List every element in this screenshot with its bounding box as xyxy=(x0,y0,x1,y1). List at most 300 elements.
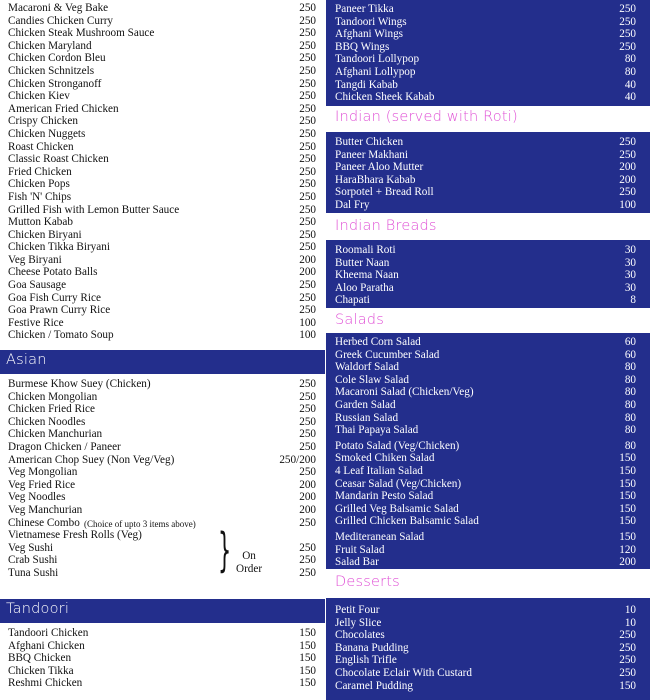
menu-item-name: Chapati xyxy=(335,294,370,307)
menu-item-name: Smoked Chiken Salad xyxy=(335,452,435,465)
menu-item-name: Goa Sausage xyxy=(8,279,67,292)
menu-item-price: 250 xyxy=(299,241,316,254)
asian-list xyxy=(0,378,326,598)
menu-item-price: 30 xyxy=(624,244,636,256)
menu-item-name: Macaroni & Veg Bake xyxy=(8,2,109,14)
menu-item-price: 250/200 xyxy=(279,453,316,466)
menu-item xyxy=(0,317,326,330)
menu-item-name: Veg Manchurian xyxy=(8,503,83,516)
menu-item xyxy=(326,642,650,655)
menu-item-name: Jelly Slice xyxy=(335,616,382,629)
menu-item-price: 60 xyxy=(624,348,636,361)
menu-item xyxy=(326,424,650,437)
menu-item xyxy=(0,2,326,15)
right-column xyxy=(326,0,650,700)
on-order-line1: On xyxy=(242,550,256,562)
menu-item-price: 250 xyxy=(299,77,316,90)
menu-item-price: 250 xyxy=(299,127,316,140)
menu-item-name: 4 Leaf Italian Salad xyxy=(335,464,423,477)
menu-item-price: 250 xyxy=(299,390,316,403)
menu-item-price: 250 xyxy=(299,102,316,115)
menu-item xyxy=(0,292,326,305)
menu-item-price: 200 xyxy=(619,161,636,174)
menu-item xyxy=(326,149,650,162)
menu-item-price: 250 xyxy=(299,228,316,241)
menu-item-note: (Choice of upto 3 items above) xyxy=(84,518,196,529)
menu-item-name: American Fried Chicken xyxy=(8,102,119,115)
menu-item-price: 250 xyxy=(619,666,636,679)
menu-item xyxy=(0,153,326,166)
menu-item-name: Waldorf Salad xyxy=(335,361,400,374)
menu-item-price: 30 xyxy=(624,256,636,269)
menu-item-name: Paneer Tikka xyxy=(335,3,394,15)
menu-item-name: Aloo Paratha xyxy=(335,281,394,294)
menu-item xyxy=(326,654,650,667)
menu-item-price: 150 xyxy=(619,477,636,490)
menu-item-price: 250 xyxy=(299,190,316,203)
menu-item-price: 150 xyxy=(619,515,636,528)
menu-item-price: 250 xyxy=(299,566,316,579)
menu-item-price: 100 xyxy=(619,198,636,211)
menu-item xyxy=(326,91,650,104)
menu-item-price: 60 xyxy=(624,336,636,348)
menu-item-name: American Chop Suey (Non Veg/Veg) xyxy=(8,453,175,466)
salads-header xyxy=(326,310,650,334)
menu-item-name: Veg Biryani xyxy=(8,253,62,266)
menu-item xyxy=(0,454,326,467)
menu-item-price: 200 xyxy=(619,556,636,569)
menu-item-price: 250 xyxy=(619,3,636,15)
menu-item-price: 250 xyxy=(299,415,316,428)
menu-item-price: 120 xyxy=(619,543,636,556)
menu-item-name: Macaroni Salad (Chicken/Veg) xyxy=(335,386,474,399)
on-order-note xyxy=(236,550,262,576)
menu-item-name: Mutton Kabab xyxy=(8,216,73,229)
menu-item xyxy=(0,652,326,665)
menu-item xyxy=(326,465,650,478)
menu-item xyxy=(326,399,650,412)
menu-item-price: 250 xyxy=(299,2,316,14)
menu-item-name: Veg Mongolian xyxy=(8,466,78,479)
menu-item-name: Tuna Sushi xyxy=(8,566,59,579)
menu-item-price: 250 xyxy=(619,15,636,28)
menu-item-name: Russian Salad xyxy=(335,411,399,424)
menu-item-name: Reshmi Chicken xyxy=(8,677,83,690)
menu-item xyxy=(0,216,326,229)
tandoori-title: Tandoori xyxy=(6,601,70,617)
menu-item-name: Goa Prawn Curry Rice xyxy=(8,304,111,317)
menu-item-name: Chicken Nuggets xyxy=(8,127,86,140)
menu-item-price: 250 xyxy=(299,216,316,229)
continental-list xyxy=(0,2,326,348)
menu-item-price: 80 xyxy=(624,373,636,386)
menu-item xyxy=(0,141,326,154)
menu-item xyxy=(0,241,326,254)
menu-item-name: Burmese Khow Suey (Chicken) xyxy=(8,378,151,390)
menu-item-price: 250 xyxy=(619,40,636,53)
menu-item-name: Thai Papaya Salad xyxy=(335,424,419,437)
menu-item-price: 80 xyxy=(624,439,636,452)
asian-title: Asian xyxy=(6,352,47,368)
menu-item-price: 100 xyxy=(299,316,316,329)
menu-item-name: Chicken Sheek Kabab xyxy=(335,91,435,104)
menu-item-price: 250 xyxy=(619,148,636,161)
menu-item-price: 250 xyxy=(299,279,316,292)
menu-item-price: 80 xyxy=(624,386,636,399)
menu-item xyxy=(326,41,650,54)
menu-item-name: Potato Salad (Veg/Chicken) xyxy=(335,439,460,452)
menu-item xyxy=(0,52,326,65)
menu-item-price: 250 xyxy=(299,403,316,416)
menu-item xyxy=(326,680,650,693)
menu-item xyxy=(0,378,326,391)
menu-item-price: 10 xyxy=(624,616,636,629)
menu-item-price: 250 xyxy=(619,28,636,41)
menu-item-name: Salad Bar xyxy=(335,556,379,569)
menu-item-price: 250 xyxy=(299,14,316,27)
menu-item-price: 30 xyxy=(624,281,636,294)
menu-item-name: Tangdi Kabab xyxy=(335,78,398,91)
menu-item-price: 250 xyxy=(299,203,316,216)
menu-item-price: 250 xyxy=(299,27,316,40)
menu-item-price: 250 xyxy=(299,378,316,390)
tandoori-list xyxy=(0,627,326,700)
menu-item-name: Chicken Mongolian xyxy=(8,390,98,403)
menu-item xyxy=(326,374,650,387)
menu-item xyxy=(326,257,650,270)
salads-list xyxy=(326,333,650,569)
menu-item-price: 80 xyxy=(624,361,636,374)
menu-item xyxy=(0,266,326,279)
menu-item xyxy=(0,329,326,342)
menu-item-name: Fruit Salad xyxy=(335,543,385,556)
menu-item-name: Petit Four xyxy=(335,604,380,616)
menu-item-name: Chicken Noodles xyxy=(8,415,86,428)
menu-item-name: Chicken Biryani xyxy=(8,228,82,241)
menu-item xyxy=(0,491,326,504)
menu-item-price: 250 xyxy=(299,115,316,128)
menu-item-price: 250 xyxy=(299,466,316,479)
menu-item-name: Chicken Maryland xyxy=(8,39,92,52)
menu-item xyxy=(0,428,326,441)
menu-item xyxy=(0,416,326,429)
menu-item xyxy=(326,136,650,149)
menu-item-price: 200 xyxy=(299,503,316,516)
menu-item xyxy=(0,229,326,242)
menu-item-price: 150 xyxy=(299,639,316,652)
salads-title: Salads xyxy=(335,312,384,328)
menu-item-price: 250 xyxy=(619,629,636,642)
menu-item xyxy=(0,90,326,103)
menu-item-price: 200 xyxy=(299,253,316,266)
on-order-line2: Order xyxy=(236,563,263,575)
menu-item-price: 250 xyxy=(299,64,316,77)
menu-item-name: HaraBhara Kabab xyxy=(335,173,416,186)
menu-item-name: Fish 'N' Chips xyxy=(8,190,72,203)
indian-header xyxy=(326,107,650,131)
menu-item xyxy=(0,529,326,542)
menu-item xyxy=(326,490,650,503)
menu-item xyxy=(0,517,326,530)
menu-item-price: 250 xyxy=(299,554,316,567)
menu-item xyxy=(326,336,650,349)
menu-item-price: 250 xyxy=(299,304,316,317)
menu-item xyxy=(0,204,326,217)
menu-item xyxy=(326,53,650,66)
menu-item xyxy=(0,665,326,678)
menu-item-price: 150 xyxy=(299,677,316,690)
menu-item-name: Chicken Schnitzels xyxy=(8,64,95,77)
menu-item xyxy=(0,640,326,653)
menu-item xyxy=(326,66,650,79)
menu-item-name: Chicken Kiev xyxy=(8,90,70,103)
breads-list xyxy=(326,240,650,308)
menu-item-name: Festive Rice xyxy=(8,316,64,329)
menu-item-name: Greek Cucumber Salad xyxy=(335,348,440,361)
menu-item-name: Tandoori Lollypop xyxy=(335,53,420,66)
menu-item xyxy=(0,128,326,141)
menu-item-name: Chocolate Eclair With Custard xyxy=(335,666,472,679)
menu-item xyxy=(326,186,650,199)
menu-item xyxy=(326,244,650,257)
menu-item-price: 40 xyxy=(624,91,636,104)
menu-item xyxy=(326,531,650,544)
menu-item-price: 250 xyxy=(299,178,316,191)
menu-item-name: BBQ Chicken xyxy=(8,652,72,665)
menu-item-price: 80 xyxy=(624,65,636,78)
menu-item xyxy=(326,617,650,630)
menu-item xyxy=(326,28,650,41)
menu-item-name: Roomali Roti xyxy=(335,244,396,256)
menu-item xyxy=(0,403,326,416)
menu-item-price: 8 xyxy=(630,294,636,307)
menu-item xyxy=(0,479,326,492)
menu-item-name: Chicken Manchurian xyxy=(8,428,103,441)
menu-item xyxy=(0,65,326,78)
menu-item-name: Ceasar Salad (Veg/Chicken) xyxy=(335,477,462,490)
menu-item xyxy=(0,15,326,28)
menu-item xyxy=(0,254,326,267)
menu-item-price: 80 xyxy=(624,398,636,411)
menu-item xyxy=(326,269,650,282)
menu-item xyxy=(0,103,326,116)
menu-item-price: 150 xyxy=(619,452,636,465)
menu-item-price: 200 xyxy=(299,266,316,279)
menu-item-price: 250 xyxy=(299,140,316,153)
menu-item xyxy=(326,544,650,557)
menu-item-name: Grilled Chicken Balsamic Salad xyxy=(335,515,479,528)
menu-item xyxy=(0,627,326,640)
menu-item xyxy=(326,556,650,569)
menu-item xyxy=(326,3,650,16)
menu-item-price: 40 xyxy=(624,78,636,91)
menu-item xyxy=(326,386,650,399)
menu-item-name: Cheese Potato Balls xyxy=(8,266,98,279)
menu-item xyxy=(326,294,650,307)
menu-item-name: Veg Noodles xyxy=(8,491,66,504)
menu-item-name: Chicken Cordon Bleu xyxy=(8,52,106,65)
menu-item-price: 30 xyxy=(624,269,636,282)
breads-title: Indian Breads xyxy=(335,218,437,234)
menu-item xyxy=(0,78,326,91)
menu-item-name: Tandoori Chicken xyxy=(8,627,89,639)
menu-item-price: 150 xyxy=(299,664,316,677)
menu-item-price: 200 xyxy=(299,478,316,491)
menu-item xyxy=(0,40,326,53)
menu-item-name: Vietnamese Fresh Rolls (Veg) xyxy=(8,529,142,542)
menu-item xyxy=(326,79,650,92)
menu-item-name: Chicken / Tomato Soup xyxy=(8,329,114,342)
menu-item-name: Crispy Chicken xyxy=(8,115,78,128)
menu-item-price: 150 xyxy=(619,464,636,477)
menu-item-name: Mediteranean Salad xyxy=(335,530,425,543)
menu-item-price: 250 xyxy=(299,440,316,453)
menu-item-name: Veg Fried Rice xyxy=(8,478,76,491)
menu-item xyxy=(326,440,650,453)
menu-item-name: Chicken Steak Mushroom Sauce xyxy=(8,27,155,40)
menu-item xyxy=(0,504,326,517)
menu-item-name: Veg Sushi xyxy=(8,541,54,554)
desserts-list xyxy=(326,598,650,700)
menu-item-name: Candies Chicken Curry xyxy=(8,14,114,27)
menu-item xyxy=(326,604,650,617)
menu-item xyxy=(326,515,650,528)
menu-item-name: English Trifle xyxy=(335,654,397,667)
menu-item xyxy=(0,304,326,317)
menu-item-price: 150 xyxy=(619,490,636,503)
menu-item xyxy=(0,166,326,179)
menu-item-price: 250 xyxy=(299,90,316,103)
menu-item-price: 150 xyxy=(619,679,636,692)
menu-item-name: Chicken Tikka Biryani xyxy=(8,241,110,254)
menu-item xyxy=(326,199,650,212)
menu-item-price: 250 xyxy=(299,541,316,554)
menu-item-name: Grilled Fish with Lemon Butter Sauce xyxy=(8,203,180,216)
menu-item-name: Kheema Naan xyxy=(335,269,399,282)
menu-item xyxy=(326,629,650,642)
menu-item-price: 80 xyxy=(624,424,636,437)
menu-item-price: 80 xyxy=(624,53,636,66)
tandoori-header xyxy=(0,599,326,623)
menu-item-name: Mandarin Pesto Salad xyxy=(335,490,434,503)
menu-item xyxy=(326,349,650,362)
menu-item-name: Herbed Corn Salad xyxy=(335,336,421,348)
menu-item-price: 250 xyxy=(299,516,316,529)
menu-item-name: Dal Fry xyxy=(335,198,370,211)
menu-item-price: 250 xyxy=(299,52,316,65)
menu-item-price: 200 xyxy=(619,173,636,186)
menu-item xyxy=(326,16,650,29)
menu-item-price: 150 xyxy=(299,652,316,665)
menu-item-name: Cole Slaw Salad xyxy=(335,373,409,386)
menu-item-price: 150 xyxy=(619,530,636,543)
tandoori-continued-list xyxy=(326,0,650,106)
menu-item xyxy=(326,161,650,174)
menu-item xyxy=(326,174,650,187)
menu-item-name: Sorpotel + Bread Roll xyxy=(335,186,434,199)
menu-item-name: Afghani Wings xyxy=(335,28,404,41)
desserts-header xyxy=(326,572,650,596)
menu-item-name: Afghani Chicken xyxy=(8,639,85,652)
menu-item xyxy=(0,542,326,555)
menu-item-name: Banana Pudding xyxy=(335,641,409,654)
menu-item xyxy=(326,452,650,465)
menu-item xyxy=(0,27,326,40)
menu-item-price: 250 xyxy=(619,136,636,148)
menu-item xyxy=(0,466,326,479)
menu-item-name: Chicken Tikka xyxy=(8,664,74,677)
menu-item-price: 250 xyxy=(299,153,316,166)
menu-item-price: 80 xyxy=(624,411,636,424)
menu-item-name: Roast Chicken xyxy=(8,140,74,153)
menu-item-name: Paneer Aloo Mutter xyxy=(335,161,424,174)
menu-item-name: Paneer Makhani xyxy=(335,148,409,161)
menu-item xyxy=(0,115,326,128)
menu-item-price: 10 xyxy=(624,604,636,616)
menu-item xyxy=(326,361,650,374)
menu-item-price: 150 xyxy=(299,627,316,639)
menu-item-name: Butter Chicken xyxy=(335,136,404,148)
menu-item-name: Tandoori Wings xyxy=(335,15,407,28)
menu-item xyxy=(0,554,326,567)
menu-item-name: Caramel Pudding xyxy=(335,679,413,692)
menu-item-name: Chicken Fried Rice xyxy=(8,403,95,416)
menu-item xyxy=(0,567,326,580)
menu-item xyxy=(0,279,326,292)
menu-item xyxy=(326,667,650,680)
menu-item-price: 250 xyxy=(299,39,316,52)
menu-item-name: Chocolates xyxy=(335,629,385,642)
menu-item-price: 250 xyxy=(619,654,636,667)
menu-item-price: 250 xyxy=(299,165,316,178)
menu-item xyxy=(326,412,650,425)
brace-icon: } xyxy=(218,523,232,577)
menu-item-price: 100 xyxy=(299,329,316,342)
menu-item xyxy=(326,478,650,491)
menu-item-price: 250 xyxy=(299,291,316,304)
menu-item-name: Afghani Lollypop xyxy=(335,65,416,78)
menu-item-name: Butter Naan xyxy=(335,256,390,269)
menu-item-name: Grilled Veg Balsamic Salad xyxy=(335,502,459,515)
menu-item-name: Chicken Stronganoff xyxy=(8,77,102,90)
menu-item-name: Chinese Combo xyxy=(8,516,80,529)
menu-item-name: Classic Roast Chicken xyxy=(8,153,109,166)
asian-header xyxy=(0,350,326,374)
menu-item xyxy=(0,391,326,404)
breads-header xyxy=(326,216,650,240)
menu-item-price: 250 xyxy=(619,186,636,199)
menu-item xyxy=(0,191,326,204)
menu-item-price: 250 xyxy=(299,428,316,441)
desserts-title: Desserts xyxy=(335,574,400,590)
menu-item xyxy=(0,441,326,454)
menu-item xyxy=(0,677,326,690)
indian-list xyxy=(326,132,650,213)
menu-item-price: 150 xyxy=(619,502,636,515)
menu-item xyxy=(0,178,326,191)
menu-item xyxy=(326,503,650,516)
menu-item-name: Chicken Pops xyxy=(8,178,70,191)
menu-item-price: 200 xyxy=(299,491,316,504)
menu-item-name: Goa Fish Curry Rice xyxy=(8,291,101,304)
menu-item-price: 250 xyxy=(619,641,636,654)
menu-item-name: Crab Sushi xyxy=(8,554,58,567)
menu-item-name: Garden Salad xyxy=(335,398,396,411)
menu-item xyxy=(326,282,650,295)
indian-title: Indian (served with Roti) xyxy=(335,109,518,125)
menu-item-name: Dragon Chicken / Paneer xyxy=(8,440,121,453)
menu-item-name: Fried Chicken xyxy=(8,165,72,178)
